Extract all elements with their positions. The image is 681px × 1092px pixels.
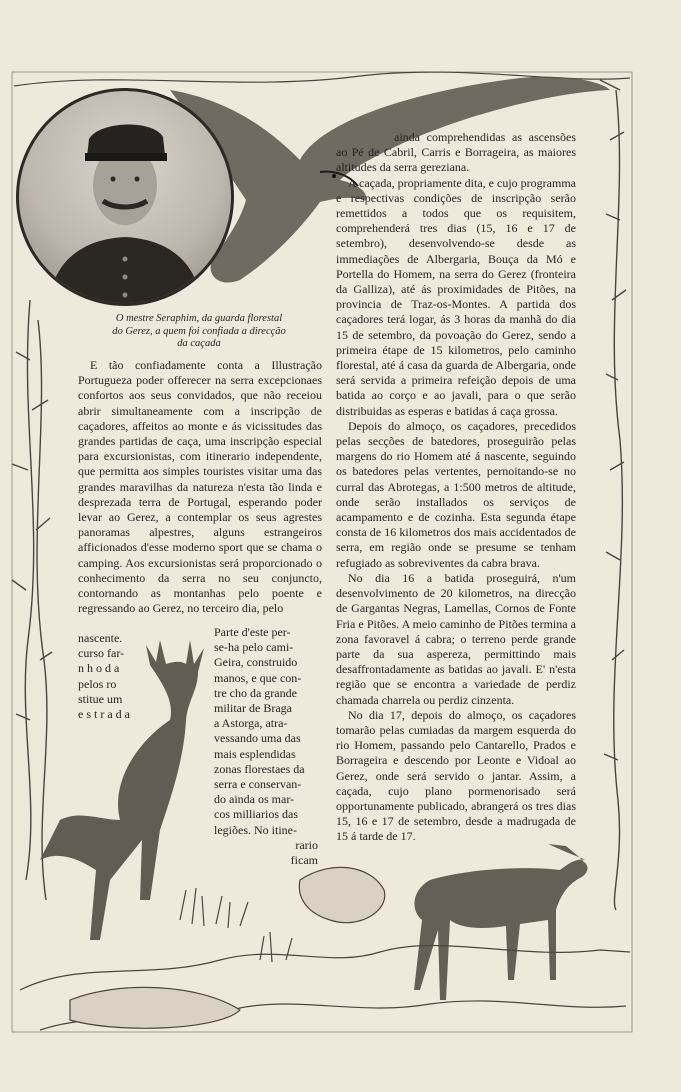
text-line: e s t r a d a xyxy=(78,707,130,722)
portrait-figure-illustration xyxy=(19,91,231,303)
article-paragraph: E tão confiadamente conta a Illustração Portugueza poder offerecer na serra excepcionaes confortos aos seus convidados, que não receiou abrir simultaneamente com a inscripção de caçadores, affeitos ao monte e ás vicissitudes das grandes partidas de caça, uma inscripção especial para excursionistas, com itinerario independente, que permitta aos simples touristes visitar uma das grandes maravilhas da natureza n'esta tão linda e desprezada terra de Portugal, esperando poder levar ao Gerez, a contemplar os seus agrestes panoramas alpestres, alguns estrangeiros afficionados d'esse moderno sport que se chama o camping. Aos excursionistas será proporcionado o conhecimento da serra no seu conjuncto, contornando as montanhas pelo poente e regressando ao Gerez, no terceiro dia, pelo xyxy=(78,358,322,616)
text-line: legiões. No itine- xyxy=(214,822,297,837)
text-line: curso far- xyxy=(78,646,125,661)
text-line: Parte d'este per- xyxy=(214,625,291,639)
text-line: cos milliarios das xyxy=(214,807,298,822)
left-vine-illustration xyxy=(12,300,52,900)
text-line: serra e conservan- xyxy=(214,777,302,792)
text-line: militar de Braga xyxy=(214,701,292,716)
text-line: se-ha pelo cami- xyxy=(214,640,294,655)
article-paragraph: No dia 17, depois do almoço, os caçadores tomarão pelas cumiadas da margem esquerda do rio Homem, passando pelo Cantarello, Prados e Borrageira e descendo por Leonte e Vidoal ao Gerez, onde será servido o jantar. Assim, a caçada, cujo plano pormenorisado será opportunamente publicado, abrangerá os tres dias 15, 16 e 17 de setembro, desde a madrugada de 15 á tarde de 17. xyxy=(336,707,576,844)
article-paragraph: A caçada, propriamente dita, e cujo programma e respectivas condições de inscripção serão remettidos a todos que os requisitem, comprehenderá tres dias (15, 16 e 17 de setembro), desenvolvendo-se desde as immediações de Albergaria, Bouça da Mó e Portella do Homem, na serra do Gerez (fronteira da Galliza), até ás proximidades de Pitões, na provincia de Traz-os-Montes. A partida dos caçadores terá logar, ás 3 horas da manhã do dia 15 de setembro, da povoação do Gerez, sendo a primeira étape de 15 kilometros, pelo caminho florestal, até á casa da guarda de Albergaria, onde será servida a primeira refeição depois de uma batida ao corço e ao javali, para o que serão distribuidas as esperas e batidas á caça grossa. xyxy=(336,175,576,418)
text-line: Geira, construido xyxy=(214,655,298,670)
text-line: nascente. xyxy=(78,631,123,645)
text-line: tre cho da grande xyxy=(214,685,297,700)
text-line: n h o d a xyxy=(78,661,120,676)
text-line: zonas florestaes da xyxy=(214,761,305,776)
text-line: pelos ro xyxy=(78,676,117,691)
text-line: a Astorga, atra- xyxy=(214,716,288,731)
article-right-column xyxy=(336,130,576,845)
caption-line: do Gerez, a quem foi confiada a direcção xyxy=(112,325,286,337)
article-narrow-right xyxy=(214,625,318,868)
text-line: mais esplendidas xyxy=(214,746,296,761)
article-left-column xyxy=(78,358,322,616)
text-line: do ainda os mar- xyxy=(214,792,295,807)
article-paragraph: Depois do almoço, os caçadores, precedidos pelas secções de batedores, proseguirão pelas margens do rio Homem até á nascente, seguindo os batedores pelas vertentes, pernoitando-se no curral das Abrotegas, a 1:500 metros de altitude, onde serão installados os serviços de acampamento e de cozinha. Esta segunda étape consta de 16 kilometros dos mais accidentados de serra, em região onde se presume se tenham refugiado as sobreviventes da cabra brava. xyxy=(336,418,576,570)
portrait-photo xyxy=(16,88,234,306)
right-vine-illustration xyxy=(600,80,626,910)
article-paragraph: No dia 16 a batida proseguirá, n'um desenvolvimento de 20 kilometros, na direcção de Gargantas Negras, Lamellas, Cornos de Fonte Fria e Pitões. A meio caminho de Pitões termina a zona favoravel á cabra; o terreno perde grande parte da sua aspereza, permittindo mais desaffrontadamente as batidas ao javali. E' n'esta região que se encontra a variedade de perdiz chamada charrela ou perdiz cinzenta. xyxy=(336,570,576,707)
text-line: stitue um xyxy=(78,691,123,706)
article-narrow-left xyxy=(78,631,138,722)
article-paragraph: ainda comprehendidas as ascensões ao Pé de Cabril, Carris e Borrageira, as maiores altitudes da serra gereziana. xyxy=(336,130,576,175)
text-line: vessando uma das xyxy=(214,731,301,746)
text-line: rario xyxy=(295,837,318,852)
text-line: manos, e que con- xyxy=(214,670,302,685)
text-line: ficam xyxy=(290,853,318,868)
caption-line: da caçada xyxy=(177,338,221,349)
portrait-caption xyxy=(74,313,324,351)
gazelle-illustration xyxy=(414,844,587,1000)
caption-line: O mestre Seraphim, da guarda florestal xyxy=(115,313,283,324)
